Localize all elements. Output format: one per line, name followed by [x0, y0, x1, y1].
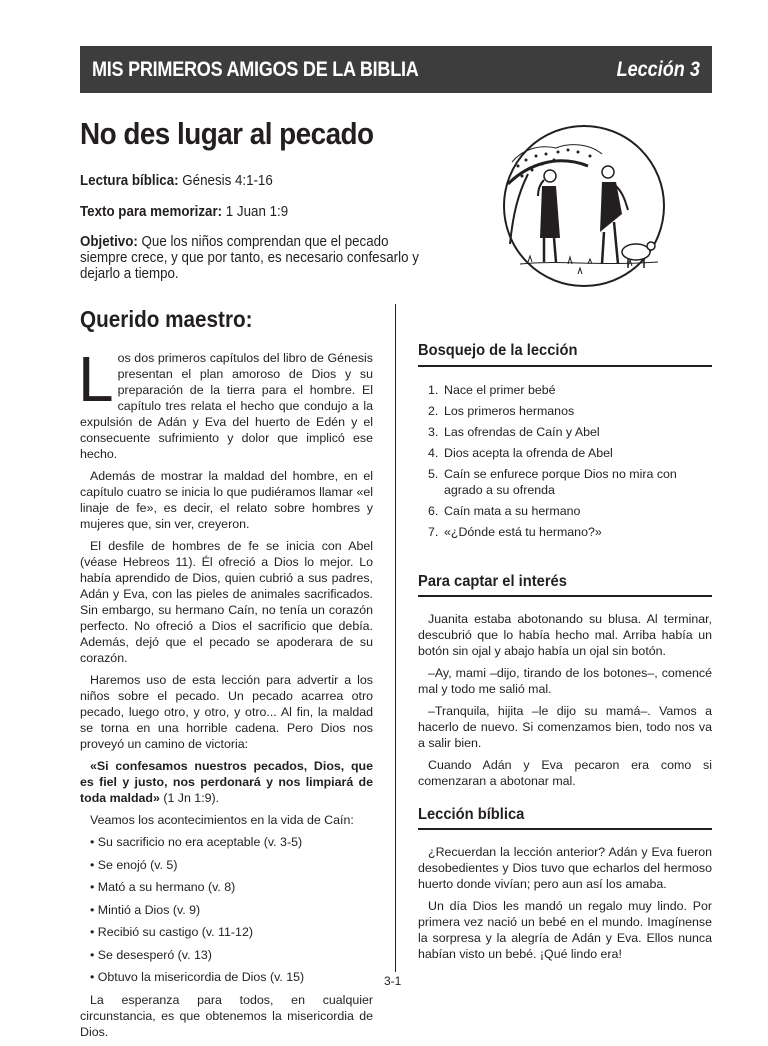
outline-list	[418, 382, 712, 540]
teacher-paragraph: Además de mostrar la maldad del hombre, en el capítulo cuatro se inicia lo que pudiéramos llamar «el linaje de fe», es decir, el relato sobre hombres y mujeres que, sin ver, creyeron.	[80, 469, 373, 531]
cain-events-list	[80, 834, 373, 985]
interest-paragraph: –Ay, mami –dijo, tirando de los botones–, comencé mal y todo me salió mal.	[418, 666, 712, 696]
bible-reading	[80, 173, 273, 189]
list-item: 5. Caín se enfurece porque Dios no mira con agrado a su ofrenda	[428, 467, 677, 497]
list-item: • Mintió a Dios (v. 9)	[90, 902, 201, 917]
objective-value: Que los niños comprendan que el pecado siempre crece, y que por tanto, es necesario confesarlo y dejarlo a tiempo.	[80, 234, 419, 282]
teacher-section	[78, 343, 373, 1046]
list-item: • Mató a su hermano (v. 8)	[90, 880, 236, 894]
teacher-paragraph: La esperanza para todos, en cualquier circunstancia, es que obtenemos la misericordia de Dios.	[80, 992, 373, 1039]
quote-text: «Si confesamos nuestros pecados, Dios, que es fiel y justo, nos perdonará y nos limpiará de toda maldad»	[80, 759, 373, 805]
outline-section	[418, 342, 712, 545]
teacher-paragraph: Veamos los acontecimientos en la vida de Caín:	[90, 813, 354, 827]
bible-reading-label: Lectura bíblica:	[80, 173, 179, 189]
memory-verse-label: Texto para memorizar:	[80, 204, 223, 220]
teacher-paragraph: El desfile de hombres de fe se inicia con Abel (véase Hebreos 11). Él ofreció a Dios lo mejor. Lo había aprendido de Dios, quien cubrió a sus padres, Adán y Eva, con las pieles de animales sacrificados. Sin embargo, su hermano Caín, no tenía un corazón perfecto. No ofreció a Dios el sacrificio que debía. Además, dejó que el pecado se apoderara de su corazón.	[80, 539, 373, 665]
bible-lesson-section	[418, 807, 712, 968]
teacher-heading: Querido maestro:	[80, 306, 253, 332]
drop-cap: L	[78, 343, 114, 415]
list-item: 3. Las ofrendas de Caín y Abel	[428, 425, 600, 439]
interest-heading: Para captar el interés	[418, 574, 712, 597]
list-item: 4. Dios acepta la ofrenda de Abel	[428, 446, 613, 460]
memory-verse-value: 1 Juan 1:9	[225, 204, 289, 220]
list-item: 2. Los primeros hermanos	[428, 404, 575, 418]
teacher-paragraph: Haremos uso de esta lección para advertir a los niños sobre el pecado. Un pecado acarrea otro pecado, luego otro, y otro, y otro... Al fin, la maldad se torna en una horrible cadena. Pero Dios nos proveyó un camino de victoria:	[80, 673, 373, 751]
list-item: • Se enojó (v. 5)	[90, 857, 178, 872]
interest-paragraph: –Tranquila, hijita –le dijo su mamá–. Vamos a hacerlo de nuevo. Si comenzamos bien, todo nos va a salir bien.	[418, 704, 712, 750]
interest-paragraph: Cuando Adán y Eva pecaron era como si comenzaran a abotonar mal.	[418, 758, 712, 788]
bible-reading-value: Génesis 4:1-16	[182, 173, 273, 189]
interest-section	[418, 574, 712, 795]
page-title: No des lugar al pecado	[80, 116, 374, 151]
memory-verse	[80, 204, 288, 220]
list-item: • Obtuvo la misericordia de Dios (v. 15)	[90, 970, 305, 984]
series-title: MIS PRIMEROS AMIGOS DE LA BIBLIA	[92, 57, 419, 81]
column-divider	[395, 304, 396, 972]
list-item: • Se desesperó (v. 13)	[90, 947, 212, 962]
outline-heading: Bosquejo de la lección	[418, 342, 712, 367]
list-item: 7. «¿Dónde está tu hermano?»	[428, 525, 602, 539]
list-item: 1. Nace el primer bebé	[428, 383, 556, 397]
teacher-intro-paragraph: Los dos primeros capítulos del libro de Génesis presentan el plan amoroso de Dios y su preparación de la tierra para el hombre. El capítulo tres relata el hecho que condujo a la expulsión de Adán y Eva del huerto de Edén y el consecuente sufrimiento y dolor que implicó ese hecho.	[78, 343, 373, 461]
quote-reference: (1 Jn 1:9).	[159, 791, 220, 805]
page-number: 3-1	[384, 974, 402, 988]
interest-paragraph: Juanita estaba abotonando su blusa. Al terminar, descubrió que lo había hecho mal. Arriba había un botón sin ojal y abajo había un ojal sin botón.	[418, 612, 712, 658]
list-item: • Su sacrificio no era aceptable (v. 3-5)	[90, 835, 303, 849]
lesson-paragraph: ¿Recuerdan la lección anterior? Adán y Eva fueron desobedientes y Dios tuvo que echarlos del hermoso huerto donde vivían; pero aun así los amaba.	[418, 845, 712, 891]
lesson-paragraph: Un día Dios les mandó un regalo muy lindo. Por primera vez nació un bebé en el mundo. Imagínense la sorpresa y la alegría de Adán y Eva. Ellos nunca habían visto un bebé. ¡Qué lindo era!	[418, 899, 712, 961]
list-item: 6. Caín mata a su hermano	[428, 504, 581, 518]
header-bar	[80, 46, 712, 93]
cain-abel-illustration	[498, 114, 712, 298]
bible-quote	[80, 758, 373, 806]
objective-label: Objetivo:	[80, 234, 138, 250]
list-item: • Recibió su castigo (v. 11-12)	[90, 925, 253, 939]
bible-lesson-heading: Lección bíblica	[418, 807, 712, 830]
objective	[80, 234, 430, 282]
lesson-number: Lección 3	[616, 57, 700, 81]
